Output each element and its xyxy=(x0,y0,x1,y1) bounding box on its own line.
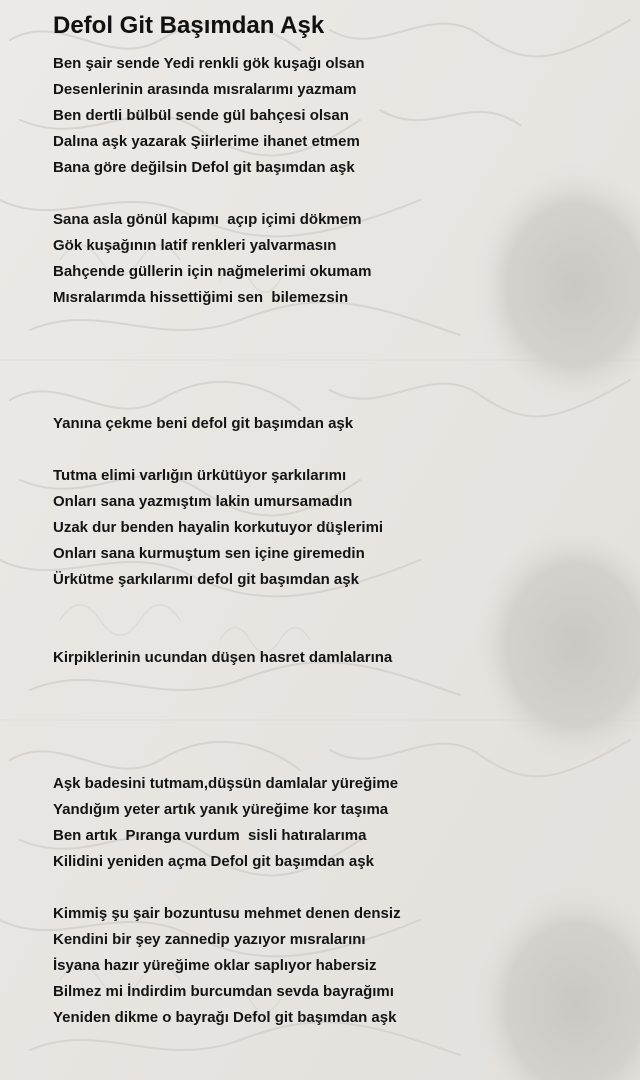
poem-line: Aşk badesini tutmam,düşsün damlalar yüreğime xyxy=(53,775,399,792)
poem-line: Bilmez mi İndirdim burcumdan sevda bayrağımı xyxy=(53,983,394,1000)
poem-line: Yanına çekme beni defol git başımdan aşk xyxy=(53,415,354,432)
poem-line: Bahçende güllerin için nağmelerimi okumam xyxy=(53,263,372,280)
poem-line: Mısralarımda hissettiğimi sen bilemezsin xyxy=(53,289,349,306)
poem-line: Kimmiş şu şair bozuntusu mehmet denen densiz xyxy=(53,905,401,922)
poem-line: Ürkütme şarkılarımı defol git başımdan aşk xyxy=(53,571,359,588)
stanza-7 xyxy=(53,901,401,1031)
poem-title: Defol Git Başımdan Aşk xyxy=(53,12,325,39)
poem-line: Desenlerinin arasında mısralarımı yazmam xyxy=(53,81,357,98)
poem-line: Uzak dur benden hayalin korkutuyor düşlerimi xyxy=(53,519,384,536)
poem-line: Yeniden dikme o bayrağı Defol git başımdan aşk xyxy=(53,1009,397,1026)
poem-line: Ben artık Pıranga vurdum sisli hatıralarıma xyxy=(53,827,367,844)
poem-line: Onları sana yazmıştım lakin umursamadın xyxy=(53,493,353,510)
poem-line: Tutma elimi varlığın ürkütüyor şarkılarımı xyxy=(53,467,347,484)
poem-line: Ben şair sende Yedi renkli gök kuşağı olsan xyxy=(53,55,365,72)
stanza-1 xyxy=(53,51,365,181)
poem-line: Kilidini yeniden açma Defol git başımdan aşk xyxy=(53,853,374,870)
stanza-5 xyxy=(53,645,392,671)
poem-line: Onları sana kurmuştum sen içine giremedin xyxy=(53,545,365,562)
poem-line: Sana asla gönül kapımı açıp içimi dökmem xyxy=(53,211,362,228)
poem-line: Gök kuşağının latif renkleri yalvarmasın xyxy=(53,237,337,254)
stanza-3 xyxy=(53,411,353,437)
poem-line: Dalına aşk yazarak Şiirlerime ihanet etmem xyxy=(53,133,360,150)
poem-line: Kendini bir şey zannedip yazıyor mısralarını xyxy=(53,931,366,948)
poem-line: İsyana hazır yüreğime oklar saplıyor habersiz xyxy=(53,957,377,974)
stanza-2 xyxy=(53,207,371,311)
poem-line: Ben dertli bülbül sende gül bahçesi olsan xyxy=(53,107,349,124)
poem-line: Yandığım yeter artık yanık yüreğime kor taşıma xyxy=(53,801,389,818)
stanza-4 xyxy=(53,463,383,593)
poem-line: Kirpiklerinin ucundan düşen hasret damlalarına xyxy=(53,649,393,666)
poem-line: Bana göre değilsin Defol git başımdan aşk xyxy=(53,159,355,176)
stanza-6 xyxy=(53,771,398,875)
